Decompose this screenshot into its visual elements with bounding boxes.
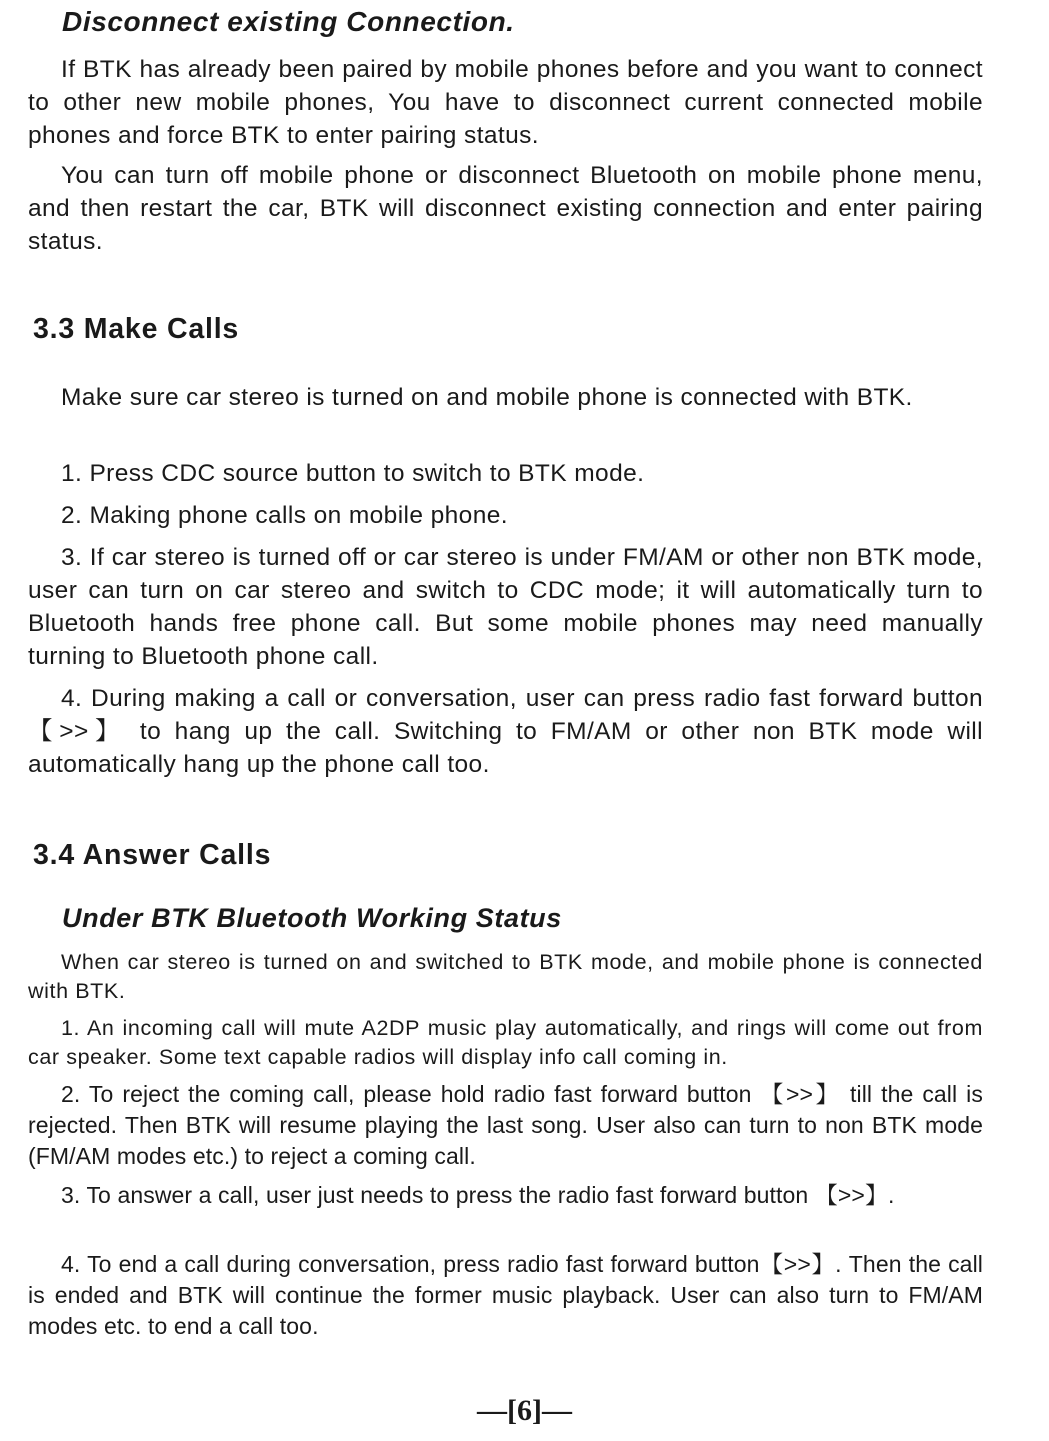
answer-calls-step-1: 1. An incoming call will mute A2DP music play automatically, and rings will come out from car speaker. Some text capable radios will display info call coming in. bbox=[28, 1016, 983, 1069]
answer-calls-step-3: 3. To answer a call, user just needs to press the radio fast forward button 【>>】. bbox=[61, 1182, 895, 1208]
answer-calls-step-4: 4. To end a call during conversation, press radio fast forward button【>>】. Then the call is ended and BTK will continue the former music playback. User can also turn to FM/AM modes etc. to end a call too. bbox=[28, 1251, 983, 1339]
page-number: —[6]— bbox=[477, 1394, 572, 1427]
disconnect-paragraph-1: If BTK has already been paired by mobile phones before and you want to connect to other new mobile phones, You have to disconnect current connected mobile phones and force BTK to enter pairing status. bbox=[28, 56, 983, 149]
answer-calls-intro: When car stereo is turned on and switched to BTK mode, and mobile phone is connected with BTK. bbox=[28, 950, 983, 1003]
make-calls-step-1: 1. Press CDC source button to switch to BTK mode. bbox=[61, 460, 645, 487]
answer-calls-title: 3.4 Answer Calls bbox=[33, 839, 272, 871]
make-calls-step-3: 3. If car stereo is turned off or car stereo is under FM/AM or other non BTK mode, user can turn on car stereo and switch to CDC mode; it will automatically turn to Bluetooth hands free phone call. But some mobile phones may need manually turning to Bluetooth phone call. bbox=[28, 544, 983, 670]
answer-calls-step-2: 2. To reject the coming call, please hold radio fast forward button 【>>】 till the call is rejected. Then BTK will resume playing the last song. User also can turn to non BTK mode (FM/AM modes etc.) to reject a coming call. bbox=[28, 1081, 983, 1169]
make-calls-step-2: 2. Making phone calls on mobile phone. bbox=[61, 502, 508, 529]
disconnect-paragraph-2: You can turn off mobile phone or disconnect Bluetooth on mobile phone menu, and then restart the car, BTK will disconnect existing connection and enter pairing status. bbox=[28, 162, 983, 255]
make-calls-step-4: 4. During making a call or conversation, user can press radio fast forward button【>>】 to hang up the call. Switching to FM/AM or other non BTK mode will automatically hang up the phone call too. bbox=[28, 685, 983, 778]
disconnect-heading: Disconnect existing Connection. bbox=[62, 6, 515, 37]
make-calls-intro: Make sure car stereo is turned on and mobile phone is connected with BTK. bbox=[61, 384, 913, 411]
make-calls-title: 3.3 Make Calls bbox=[33, 313, 240, 345]
answer-calls-subheading: Under BTK Bluetooth Working Status bbox=[62, 903, 562, 933]
